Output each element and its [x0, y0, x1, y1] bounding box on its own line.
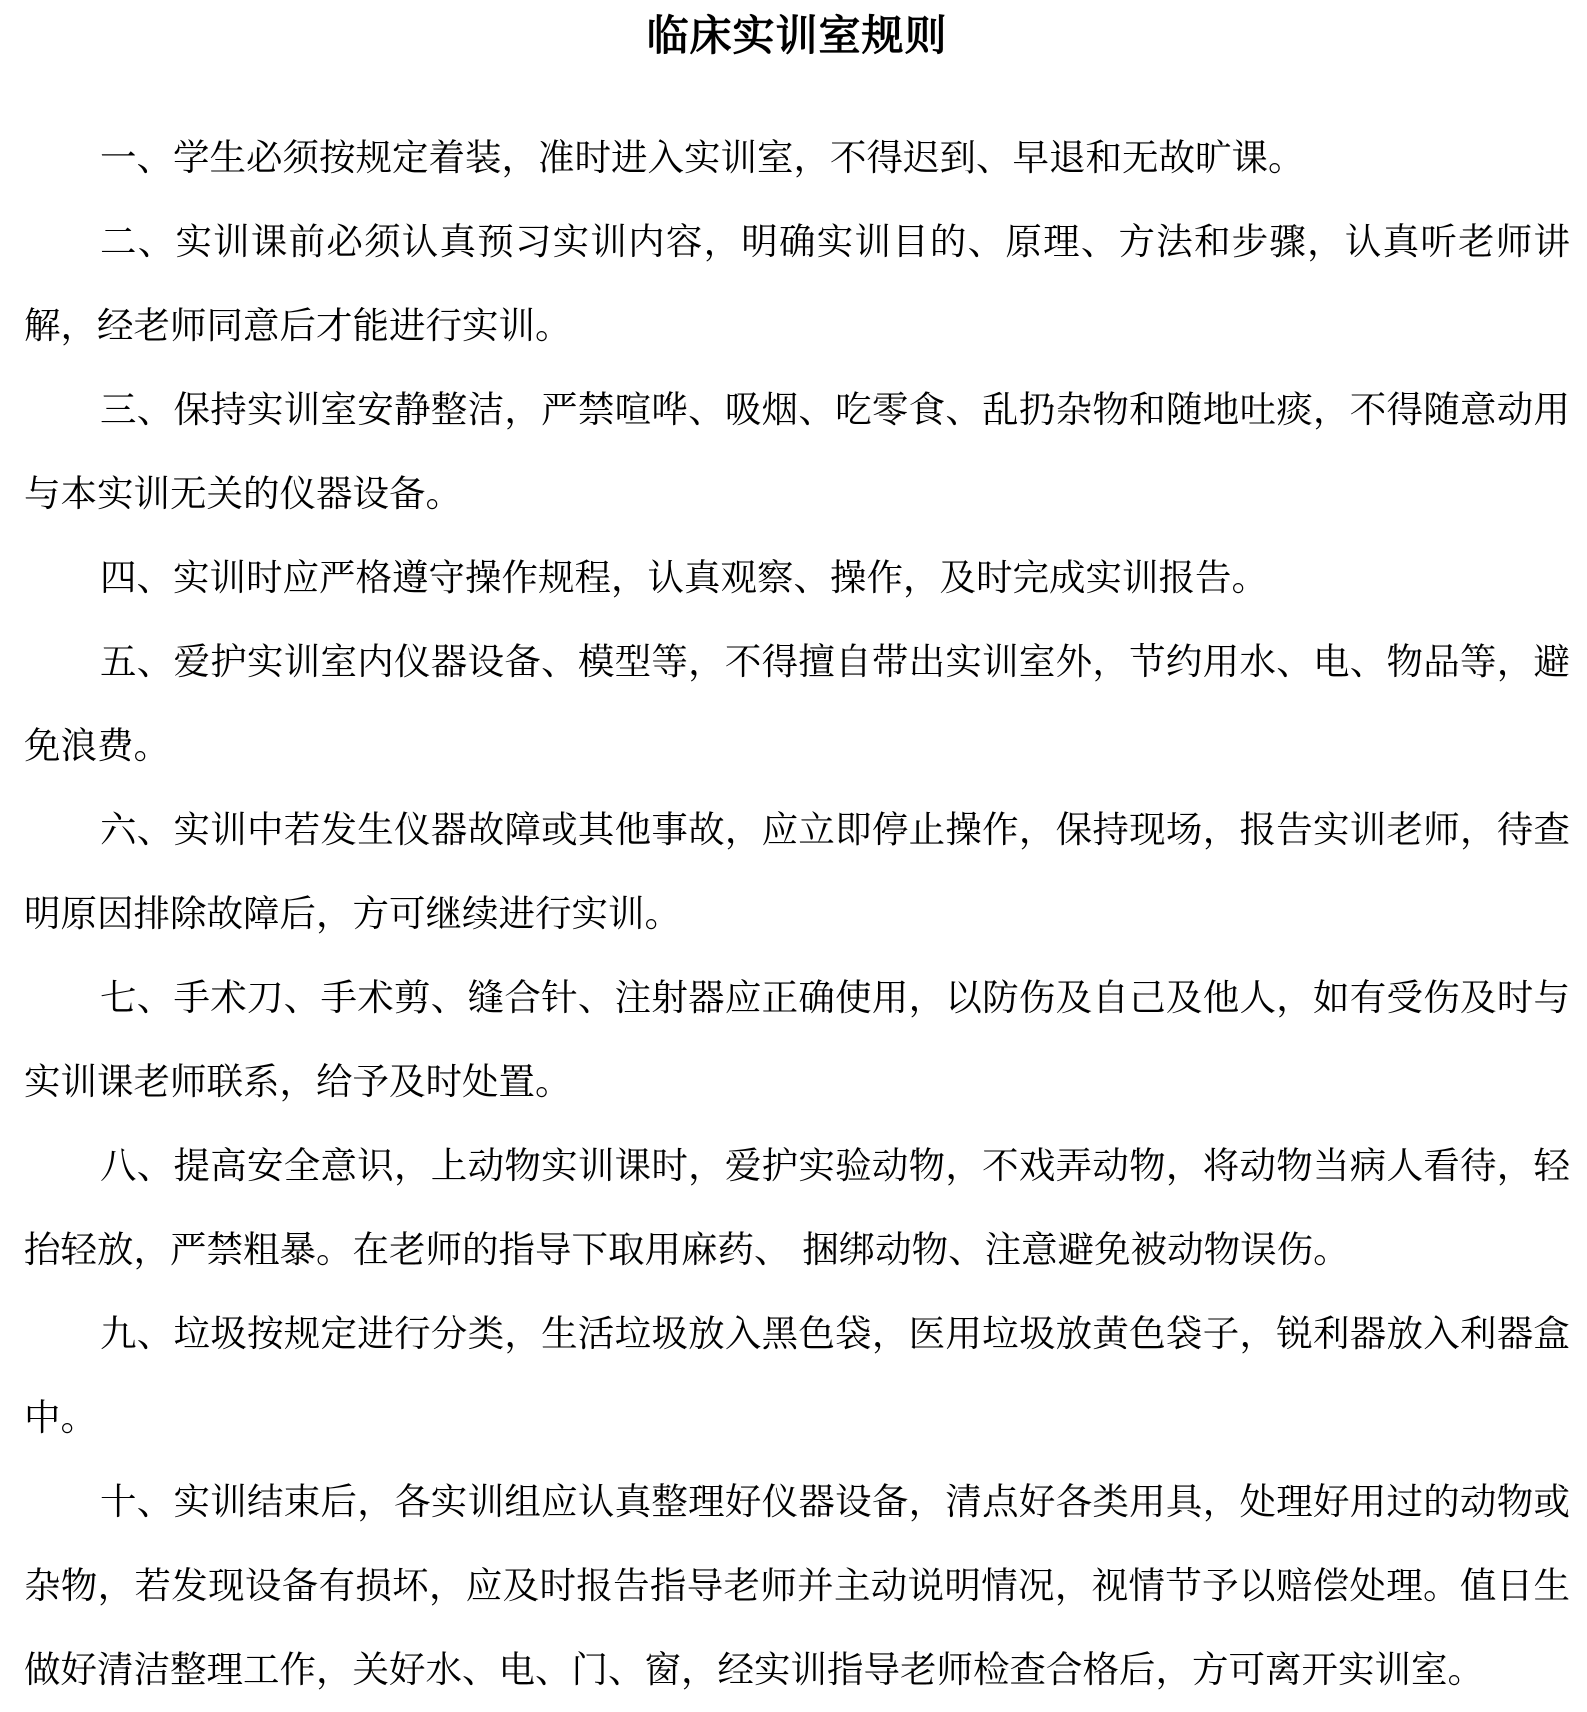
document-title: 临床实训室规则	[646, 11, 948, 60]
rule-item-2: 二、实训课前必须认真预习实训内容，明确实训目的、原理、方法和步骤，认真听老师讲解，经老师同意后才能进行实训。	[24, 220, 1570, 347]
document-page	[24, 0, 1570, 1691]
rule-item-4: 四、实训时应严格遵守操作规程，认真观察、操作，及时完成实训报告。	[100, 556, 1268, 599]
rule-item-1: 一、学生必须按规定着装，准时进入实训室，不得迟到、早退和无故旷课。	[100, 136, 1305, 179]
rule-item-10: 十、实训结束后，各实训组应认真整理好仪器设备，清点好各类用具，处理好用过的动物或杂物，若发现设备有损坏，应及时报告指导老师并主动说明情况，视情节予以赔偿处理。值日生做好清洁整理工作，关好水、电、门、窗，经实训指导老师检查合格后，方可离开实训室。	[24, 1480, 1570, 1691]
rules-list	[24, 116, 1570, 1712]
rule-item-9: 九、垃圾按规定进行分类，生活垃圾放入黑色袋，医用垃圾放黄色袋子，锐利器放入利器盒中。	[24, 1312, 1570, 1439]
rule-item-7: 七、手术刀、手术剪、缝合针、注射器应正确使用，以防伤及自己及他人，如有受伤及时与实训课老师联系，给予及时处置。	[24, 976, 1570, 1103]
rule-item-6: 六、实训中若发生仪器故障或其他事故，应立即停止操作，保持现场，报告实训老师，待查明原因排除故障后，方可继续进行实训。	[24, 808, 1570, 935]
rule-item-5: 五、爱护实训室内仪器设备、模型等，不得擅自带出实训室外，节约用水、电、物品等，避免浪费。	[24, 640, 1570, 767]
rule-item-8: 八、提高安全意识，上动物实训课时，爱护实验动物，不戏弄动物，将动物当病人看待，轻抬轻放，严禁粗暴。在老师的指导下取用麻药、 捆绑动物、注意避免被动物误伤。	[24, 1144, 1570, 1271]
rule-item-3: 三、保持实训室安静整洁，严禁喧哗、吸烟、吃零食、乱扔杂物和随地吐痰，不得随意动用与本实训无关的仪器设备。	[24, 388, 1570, 515]
